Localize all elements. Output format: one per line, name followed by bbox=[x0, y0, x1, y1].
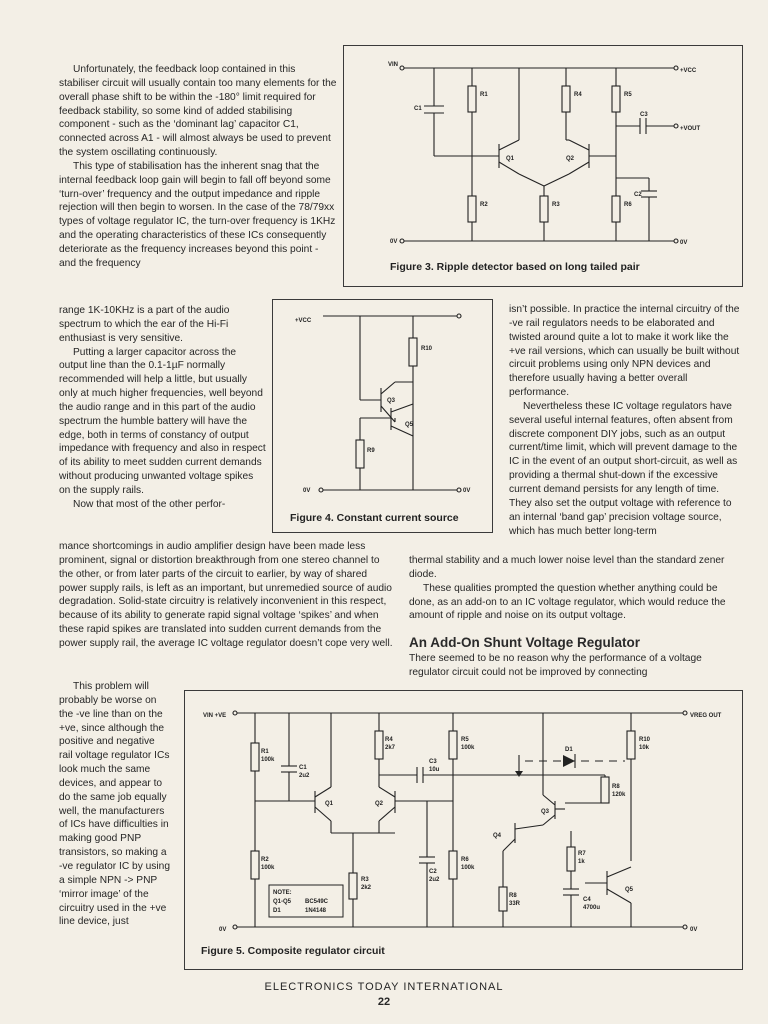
label-r2: R2 bbox=[261, 857, 269, 863]
label-c2: C2 bbox=[429, 869, 437, 875]
figure-5 bbox=[184, 690, 743, 970]
label-vin: VIN +VE bbox=[203, 713, 227, 719]
value-r10: 10k bbox=[639, 745, 650, 751]
figure-4 bbox=[272, 299, 493, 533]
figure-5-caption: Figure 5. Composite regulator circuit bbox=[201, 945, 385, 957]
label-0v-left: 0V bbox=[390, 239, 398, 245]
label-r7: R7 bbox=[578, 851, 586, 857]
label-vin: VIN bbox=[388, 62, 399, 68]
label-q5: Q5 bbox=[625, 887, 634, 893]
label-r4: R4 bbox=[385, 737, 393, 743]
value-c4: 4700u bbox=[583, 905, 601, 911]
paragraph: Unfortunately, the feedback loop contained in this stabiliser circuit will usually contain too many elements for the overall phase shift to be within the -180° limit required for feedback stability, so some kind of added stabilising component - such as the ‘dominant lag’ capacitor C1, connected across A1 - will almost always be used to prevent the system oscillating continuously. bbox=[59, 64, 337, 159]
figure-4-schematic bbox=[273, 300, 492, 532]
label-q1: Q1 bbox=[506, 156, 515, 162]
label-0v-right: 0V bbox=[690, 927, 698, 933]
note-row2-left: D1 bbox=[273, 908, 281, 914]
label-r2: R2 bbox=[480, 202, 488, 208]
label-q5: Q5 bbox=[405, 422, 414, 428]
paragraph: This problem will probably be worse on the -ve line than on the +ve, since although the positive and negative rail voltage regulator ICs look much the same devices, and appear to do the same job equally well, the manufacturers of ICs have difficulties in making good PNP transistors, so making a -ve regulator IC by using a simple NPN -> PNP ‘mirror image’ of the circuitry used in the +ve line device, just bbox=[59, 681, 170, 928]
value-r7: 1k bbox=[578, 859, 585, 865]
label-c3: C3 bbox=[640, 112, 648, 118]
value-r8: 33R bbox=[509, 901, 521, 907]
label-d1: D1 bbox=[565, 747, 573, 753]
label-c4: C4 bbox=[583, 897, 591, 903]
label-c1: C1 bbox=[299, 765, 307, 771]
label-vout: +VOUT bbox=[680, 126, 701, 132]
label-0v-right: 0V bbox=[463, 488, 471, 494]
label-r4: R4 bbox=[574, 92, 582, 98]
right-column bbox=[509, 303, 741, 538]
value-c3: 10u bbox=[429, 767, 440, 773]
paragraph: There seemed to be no reason why the performance of a voltage regulator circuit could not be improved by connecting bbox=[409, 653, 702, 678]
label-0v-left: 0V bbox=[219, 927, 227, 933]
label-vcc: +VCC bbox=[295, 318, 312, 324]
right-column-wide bbox=[409, 554, 741, 623]
label-r1: R1 bbox=[261, 749, 269, 755]
note-title: NOTE: bbox=[273, 890, 292, 896]
page-footer: ELECTRONICS TODAY INTERNATIONAL bbox=[264, 981, 504, 993]
label-r6: R6 bbox=[624, 202, 632, 208]
paragraph: This type of stabilisation has the inherent snag that the internal feedback loop gain will begin to fall off beyond some ‘turn-over’ frequency and the output impedance and ripple rejection will then begin to worsen. In the case of the 78/79xx types of voltage regulator IC, the turn-over frequency is 1KHz and the operating characteristics of these ICs consequently deteriorate as the frequency increases beyond this point - and the frequency bbox=[59, 160, 336, 269]
paragraph: isn’t possible. In practice the internal circuitry of the -ve rail regulators needs to be elaborated and twisted around quite a lot to make it work like the +ve rail versions, which can usually be built without circuit problems using only NPN devices and therefore usually having a better overall performance. bbox=[509, 304, 740, 399]
paragraph: These qualities prompted the question whether anything could be done, as an add-on to an IC voltage regulator, which would reduce the amount of ripple and noise on its output voltage. bbox=[409, 582, 726, 622]
label-r3: R3 bbox=[361, 877, 369, 883]
value-r3: 2k2 bbox=[361, 885, 372, 891]
note-row2-right: 1N4148 bbox=[305, 908, 327, 914]
label-c1: C1 bbox=[414, 106, 422, 112]
paragraph: Nevertheless these IC voltage regulators have several useful internal features, often absent from discrete component DIY jobs, such as an output current/time limit, which will prevent damage to the IC in the event of an output short-circuit, as well as providing a thermal shut-down if the excessive current demand persists for any length of time. They also set the output voltage with reference to an internal ‘band gap’ precision voltage source, which has much better long-term bbox=[509, 400, 738, 537]
paragraph: mance shortcomings in audio amplifier design have been made less prominent, signal or distortion breakthrough from one stereo channel to the other, or from later parts of the circuit to earlier, by way of shared power supply rails, is left as an important, but unremedied source of audio degradation. Solid-state circuitry is relatively inconvenient in this respect, because of its ability to generate rapid signal voltage ‘spikes’ and when these rapid spikes are translated into sudden current demands from the power supply rail, the average IC voltage regulator doesn’t cope very well. bbox=[59, 541, 393, 649]
paragraph: Now that most of the other perfor- bbox=[73, 498, 226, 510]
label-c2: C2 bbox=[634, 192, 642, 198]
label-r6: R6 bbox=[461, 857, 469, 863]
paragraph: range 1K-10KHz is a part of the audio spectrum to which the ear of the Hi-Fi enthusiast is very sensitive. bbox=[59, 305, 230, 344]
figure-5-schematic bbox=[185, 691, 742, 969]
value-r1: 100k bbox=[261, 757, 275, 763]
value-r5: 100k bbox=[461, 745, 475, 751]
label-q4: Q4 bbox=[493, 833, 502, 839]
value-c2: 2u2 bbox=[429, 877, 440, 883]
label-r9: R9 bbox=[367, 448, 375, 454]
figure-3-schematic bbox=[344, 46, 742, 286]
section-subheading: An Add-On Shunt Voltage Regulator bbox=[409, 635, 640, 650]
label-q3: Q3 bbox=[541, 809, 550, 815]
label-vcc: +VCC bbox=[680, 68, 697, 74]
label-r1: R1 bbox=[480, 92, 488, 98]
label-r5: R5 bbox=[624, 92, 632, 98]
paragraph: Putting a larger capacitor across the output line than the 0.1-1µF normally recommended will help a little, but usually only at much higher frequencies, well beyond the audio range and in this part of the audio spectrum the humble battery will have the edge, both in terms of constancy of output impedance with frequency and also in respect of its ability to meet sudden current demands without producing unwanted voltage spikes on the supply rails. bbox=[59, 346, 266, 496]
left-column-mid bbox=[59, 304, 267, 512]
value-r6: 100k bbox=[461, 865, 475, 871]
label-r8-top: R8 bbox=[612, 784, 620, 790]
label-r5: R5 bbox=[461, 737, 469, 743]
label-q3: Q3 bbox=[387, 398, 396, 404]
subheading-text bbox=[409, 652, 741, 680]
figure-4-caption: Figure 4. Constant current source bbox=[290, 512, 459, 524]
left-column-narrow bbox=[59, 680, 171, 929]
label-0v-right: 0V bbox=[680, 240, 688, 246]
label-c3: C3 bbox=[429, 759, 437, 765]
value-r8-top: 120k bbox=[612, 792, 626, 798]
label-r10: R10 bbox=[421, 346, 433, 352]
page-number: 22 bbox=[377, 996, 391, 1008]
label-r8: R8 bbox=[509, 893, 517, 899]
note-row1-left: Q1-Q5 bbox=[273, 899, 292, 905]
label-q1: Q1 bbox=[325, 801, 334, 807]
label-0v-left: 0V bbox=[303, 488, 311, 494]
label-q2: Q2 bbox=[566, 156, 575, 162]
note-row1-right: BC549C bbox=[305, 899, 329, 905]
left-column-top bbox=[59, 63, 337, 271]
label-r3: R3 bbox=[552, 202, 560, 208]
figure-3-caption: Figure 3. Ripple detector based on long tailed pair bbox=[390, 261, 640, 273]
label-q2: Q2 bbox=[375, 801, 384, 807]
value-c1: 2u2 bbox=[299, 773, 310, 779]
left-column-wide bbox=[59, 540, 394, 651]
label-vreg: VREG OUT bbox=[690, 713, 722, 719]
value-r2: 100k bbox=[261, 865, 275, 871]
paragraph: thermal stability and a much lower noise level than the standard zener diode. bbox=[409, 555, 725, 580]
value-r4: 2k7 bbox=[385, 745, 396, 751]
figure-3 bbox=[343, 45, 743, 287]
label-r10: R10 bbox=[639, 737, 651, 743]
